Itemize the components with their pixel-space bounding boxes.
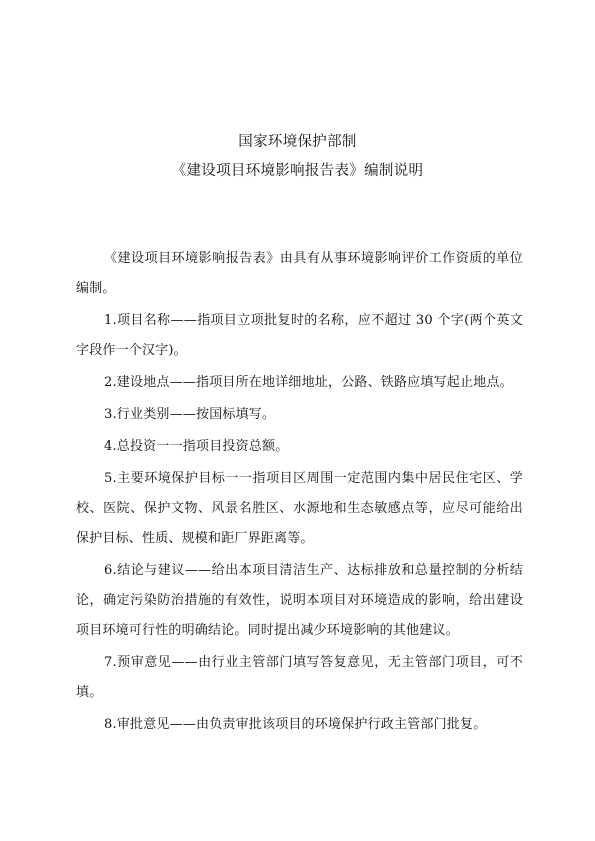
item-pre-review: 7.预审意见——由行业主管部门填写答复意见，无主管部门项目，可不填。 (76, 655, 523, 700)
document-header (0, 128, 595, 186)
document-body (76, 244, 523, 742)
item-conclusions: 6.结论与建议——给出本项目清洁生产、达标排放和总量控制的分析结论，确定污染防治措施的有效性，说明本项目对环境造成的影响，给出建设项目环境可行性的明确结论。同时提出减少环境影响的其他建议。 (76, 563, 523, 638)
item-industry-category: 3.行业类别——按国标填写。 (104, 407, 276, 422)
item-total-investment: 4.总投资一一指项目投资总额。 (104, 439, 289, 454)
document-title: 《建设项目环境影响报告表》编制说明 (171, 163, 424, 179)
item-protection-targets: 5.主要环境保护目标一一指项目区周围一定范围内集中居民住宅区、学校、医院、保护文物、风景名胜区、水源地和生态敏感点等，应尽可能给出保护目标、性质、规模和距厂界距离等。 (76, 471, 523, 546)
item-approval: 8.审批意见——由负责审批该项目的环境保护行政主管部门批复。 (104, 717, 487, 732)
item-project-name: 1.项目名称——指项目立项批复时的名称，应不超过 30 个字(两个英文字段作一个汉字)。 (76, 313, 523, 358)
item-construction-site: 2.建设地点——指项目所在地详细地址，公路、铁路应填写起止地点。 (104, 375, 513, 390)
issuer-title: 国家环境保护部制 (238, 134, 357, 150)
intro-paragraph: 《建设项目环境影响报告表》由具有从事环境影响评价工作资质的单位编制。 (76, 251, 523, 296)
